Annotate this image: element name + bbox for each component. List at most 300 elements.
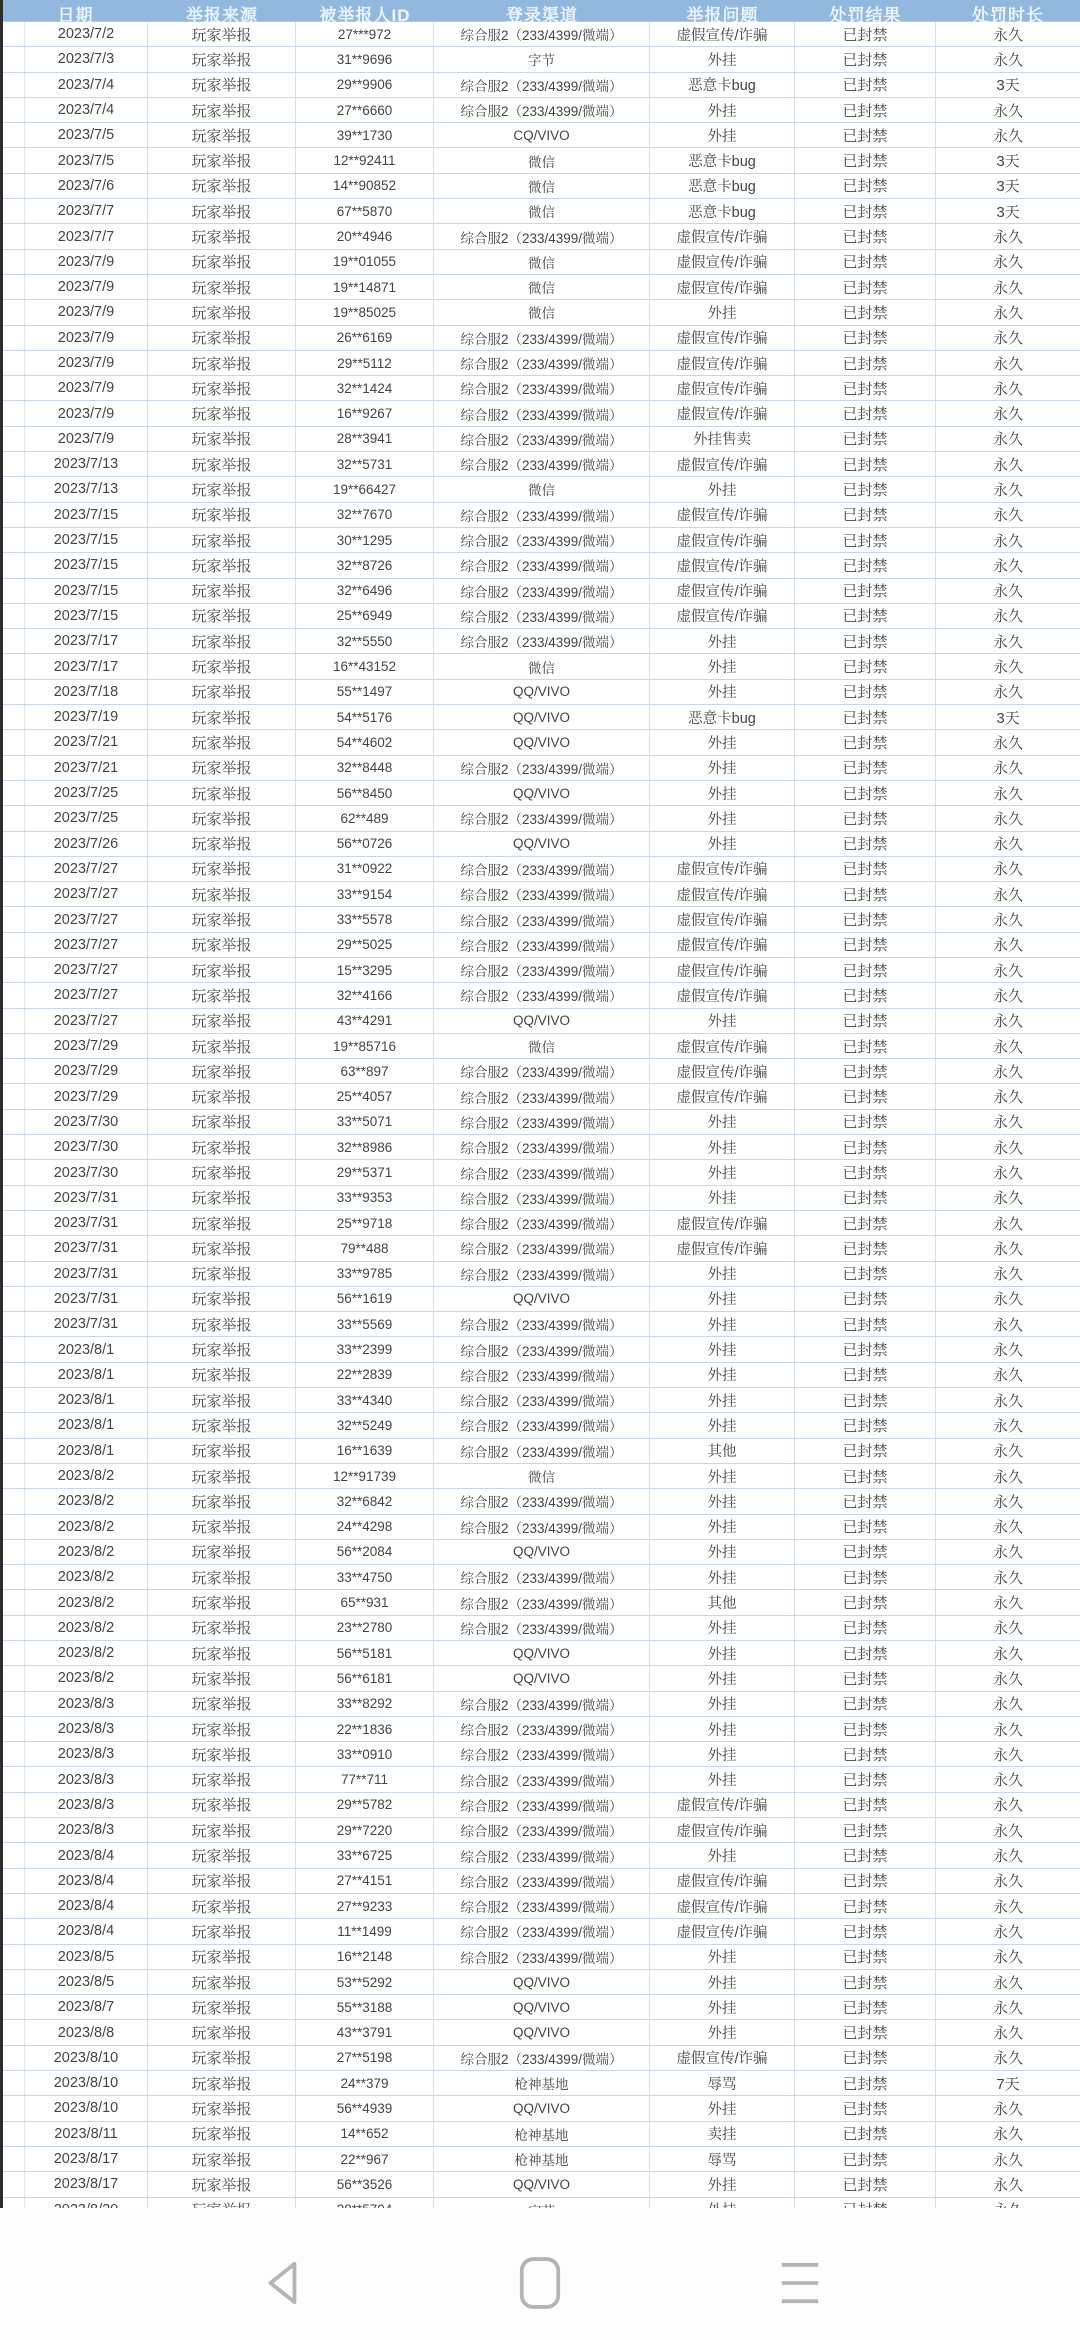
cell-issue: 虚假宣传/诈骗 [650,1869,795,1893]
cell-source: 玩家举报 [148,224,296,248]
row-gutter-cell [3,730,25,754]
row-gutter-cell [3,148,25,172]
cell-duration: 永久 [992,1392,1023,1410]
cell-issue: 恶意卡bug [650,174,795,198]
table-row [3,174,1080,199]
cell-issue: 外挂 [650,1388,795,1412]
cell-reported_id: 27***972 [296,22,434,46]
cell-reported_id: 43**3791 [296,2020,434,2044]
cell-channel: 综合服2（233/4399/微端） [434,1186,650,1210]
cell-reported_id: 33**5578 [296,907,434,931]
cell-duration: 永久 [992,912,1023,930]
home-icon [517,2255,563,2314]
cell-result: 已封禁 [795,1970,936,1994]
table-row [3,2020,1080,2045]
col-header-result: 处罚结果 [829,6,902,25]
cell-date: 2023/7/30 [25,1160,148,1184]
row-gutter-cell [3,401,25,425]
cell-date: 2023/8/5 [25,1970,148,1994]
row-gutter-cell [3,427,25,451]
cell-duration: 永久 [992,583,1023,601]
table-row [3,958,1080,983]
cell-duration: 永久 [992,836,1023,854]
table-row [3,1135,1080,1160]
cell-duration: 3天 [996,153,1020,171]
table-row [3,1818,1080,1843]
cell-channel: 枪神基地 [434,2122,650,2146]
cell-result: 已封禁 [795,1160,936,1184]
row-gutter-cell [3,1059,25,1083]
cell-channel: 枪神基地 [434,2071,650,2095]
cell-reported_id: 16**2148 [296,1945,434,1969]
cell-date: 2023/8/2 [25,1540,148,1564]
row-gutter-cell [3,1009,25,1033]
cell-result: 已封禁 [795,1843,936,1867]
cell-issue: 虚假宣传/诈骗 [650,2046,795,2070]
cell-issue: 其他 [650,1590,795,1614]
cell-reported_id: 19**66427 [296,477,434,501]
cell-source: 玩家举报 [148,1666,296,1690]
cell-reported_id: 65**931 [296,1590,434,1614]
recents-icon [777,2258,823,2311]
cell-duration: 永久 [992,1822,1023,1840]
cell-result: 已封禁 [795,1110,936,1134]
cell-source: 玩家举报 [148,680,296,704]
cell-issue: 虚假宣传/诈骗 [650,452,795,476]
row-gutter-cell [3,199,25,223]
cell-channel: 综合服2（233/4399/微端） [434,857,650,881]
row-gutter-cell [3,376,25,400]
cell-source: 玩家举报 [148,579,296,603]
cell-channel: 综合服2（233/4399/微端） [434,1439,650,1463]
cell-duration: 永久 [992,1569,1023,1587]
cell-channel: QQ/VIVO [434,2172,650,2196]
cell-source: 玩家举报 [148,1236,296,1260]
cell-duration: 永久 [992,760,1023,778]
cell-result: 已封禁 [795,654,936,678]
cell-reported_id: 15**3295 [296,958,434,982]
cell-channel: 综合服2（233/4399/微端） [434,528,650,552]
row-gutter-cell [3,326,25,350]
row-gutter-cell [3,1818,25,1842]
cell-issue: 恶意卡bug [650,148,795,172]
cell-duration: 永久 [992,229,1023,247]
cell-duration: 永久 [992,633,1023,651]
table-row [3,351,1080,376]
recents-button[interactable] [770,2252,830,2316]
cell-channel: 综合服2（233/4399/微端） [434,427,650,451]
cell-reported_id: 62**489 [296,806,434,830]
table-row [3,1160,1080,1185]
cell-source: 玩家举报 [148,983,296,1007]
cell-issue: 外挂 [650,1843,795,1867]
cell-issue: 虚假宣传/诈骗 [650,1919,795,1943]
cell-issue: 虚假宣传/诈骗 [650,579,795,603]
table-row [3,806,1080,831]
table-row [3,98,1080,123]
cell-source: 玩家举报 [148,2096,296,2120]
cell-issue: 外挂 [650,1135,795,1159]
row-gutter-cell [3,1034,25,1058]
cell-result: 已封禁 [795,756,936,780]
cell-reported_id: 33**9785 [296,1262,434,1286]
cell-date: 2023/7/30 [25,1135,148,1159]
col-header-source: 举报来源 [186,6,258,25]
cell-duration: 永久 [992,431,1023,449]
cell-channel: 综合服2（233/4399/微端） [434,629,650,653]
table-row [3,1262,1080,1287]
cell-date: 2023/7/31 [25,1287,148,1311]
row-gutter-cell [3,1919,25,1943]
cell-reported_id: 25**6949 [296,604,434,628]
row-gutter-cell [3,174,25,198]
cell-reported_id: 11**1499 [296,1919,434,1943]
cell-duration: 永久 [992,2126,1023,2144]
row-gutter-cell [3,1363,25,1387]
row-gutter-cell [3,756,25,780]
cell-reported_id: 56**2084 [296,1540,434,1564]
cell-result: 已封禁 [795,427,936,451]
cell-duration: 永久 [992,987,1023,1005]
cell-reported_id: 56**0726 [296,832,434,856]
cell-reported_id: 32**8448 [296,756,434,780]
row-gutter-cell [3,1590,25,1614]
cell-duration: 永久 [992,886,1023,904]
cell-result: 已封禁 [795,199,936,223]
cell-date: 2023/8/4 [25,1843,148,1867]
cell-duration: 永久 [992,1215,1023,1233]
cell-reported_id: 16**1639 [296,1439,434,1463]
cell-date: 2023/8/8 [25,2020,148,2044]
cell-duration: 永久 [992,2176,1023,2194]
cell-reported_id: 32**8726 [296,553,434,577]
cell-duration: 3天 [996,203,1020,221]
cell-result: 已封禁 [795,2096,936,2120]
cell-channel: QQ/VIVO [434,680,650,704]
cell-reported_id: 12**91739 [296,1464,434,1488]
cell-issue: 虚假宣传/诈骗 [650,553,795,577]
cell-issue: 恶意卡bug [650,199,795,223]
cell-duration: 永久 [992,1645,1023,1663]
table-row [3,933,1080,958]
cell-channel: 综合服2（233/4399/微端） [434,98,650,122]
cell-issue: 外挂 [650,300,795,324]
cell-result: 已封禁 [795,98,936,122]
table-row [3,680,1080,705]
cell-duration: 永久 [992,1670,1023,1688]
cell-duration: 永久 [992,1999,1023,2017]
table-row [3,756,1080,781]
table-row [3,907,1080,932]
cell-source: 玩家举报 [148,1793,296,1817]
table-row [3,250,1080,275]
cell-source: 玩家举报 [148,1489,296,1513]
cell-date: 2023/8/3 [25,1793,148,1817]
cell-channel: 微信 [434,148,650,172]
cell-result: 已封禁 [795,1186,936,1210]
cell-source: 玩家举报 [148,1211,296,1235]
cell-date: 2023/7/13 [25,477,148,501]
table-row [3,1413,1080,1438]
cell-source: 玩家举报 [148,376,296,400]
cell-channel: 综合服2（233/4399/微端） [434,224,650,248]
cell-duration: 永久 [992,304,1023,322]
cell-issue: 虚假宣传/诈骗 [650,1211,795,1235]
cell-issue: 外挂 [650,98,795,122]
cell-duration: 3天 [996,178,1020,196]
cell-issue: 虚假宣传/诈骗 [650,401,795,425]
cell-duration: 永久 [992,608,1023,626]
cell-reported_id: 22**2839 [296,1363,434,1387]
cell-result: 已封禁 [795,503,936,527]
cell-reported_id: 53**5292 [296,1970,434,1994]
table-row [3,1489,1080,1514]
row-gutter-cell [3,1767,25,1791]
cell-source: 玩家举报 [148,148,296,172]
table-row [3,983,1080,1008]
cell-channel: 综合服2（233/4399/微端） [434,1363,650,1387]
cell-source: 玩家举报 [148,882,296,906]
table-row [3,705,1080,730]
cell-issue: 外挂 [650,477,795,501]
cell-issue: 虚假宣传/诈骗 [650,376,795,400]
row-gutter-cell [3,503,25,527]
cell-source: 玩家举报 [148,1363,296,1387]
cell-reported_id: 55**3188 [296,1995,434,2019]
cell-issue: 虚假宣传/诈骗 [650,351,795,375]
cell-reported_id: 32**1424 [296,376,434,400]
table-header [3,0,1080,25]
row-gutter-cell [3,250,25,274]
home-button[interactable] [510,2252,570,2316]
row-gutter-cell [3,781,25,805]
table-row [3,452,1080,477]
cell-date: 2023/7/31 [25,1186,148,1210]
cell-reported_id: 30**1295 [296,528,434,552]
row-gutter-cell [3,1388,25,1412]
table-row [3,604,1080,629]
cell-issue: 其他 [650,1439,795,1463]
cell-channel: 综合服2（233/4399/微端） [434,1565,650,1589]
row-gutter-cell [3,1186,25,1210]
cell-duration: 永久 [992,26,1023,44]
cell-channel: 综合服2（233/4399/微端） [434,1869,650,1893]
table-row [3,22,1080,47]
table-row [3,1464,1080,1489]
cell-reported_id: 54**4602 [296,730,434,754]
cell-channel: 综合服2（233/4399/微端） [434,806,650,830]
table-row [3,1388,1080,1413]
row-gutter-cell [3,1717,25,1741]
cell-duration: 永久 [992,1797,1023,1815]
row-gutter-cell [3,224,25,248]
cell-issue: 虚假宣传/诈骗 [650,250,795,274]
cell-issue: 虚假宣传/诈骗 [650,503,795,527]
cell-source: 玩家举报 [148,2122,296,2146]
row-gutter-cell [3,2046,25,2070]
row-gutter-cell [3,1236,25,1260]
cell-result: 已封禁 [795,123,936,147]
cell-result: 已封禁 [795,604,936,628]
cell-result: 已封禁 [795,1666,936,1690]
table-row [3,300,1080,325]
table-row [3,1186,1080,1211]
cell-source: 玩家举报 [148,1110,296,1134]
cell-date: 2023/7/17 [25,629,148,653]
cell-result: 已封禁 [795,1034,936,1058]
cell-result: 已封禁 [795,806,936,830]
row-gutter-cell [3,958,25,982]
table-row [3,2172,1080,2197]
cell-date: 2023/7/4 [25,98,148,122]
back-button[interactable] [252,2252,312,2316]
row-gutter-cell [3,1489,25,1513]
row-gutter-cell [3,882,25,906]
cell-source: 玩家举报 [148,1970,296,1994]
row-gutter-cell [3,1413,25,1437]
cell-channel: 综合服2（233/4399/微端） [434,1236,650,1260]
row-gutter-cell [3,1843,25,1867]
cell-reported_id: 39**1730 [296,123,434,147]
cell-issue: 外挂 [650,1717,795,1741]
cell-issue: 外挂 [650,1742,795,1766]
cell-issue: 外挂 [650,1337,795,1361]
cell-duration: 永久 [992,1291,1023,1309]
row-gutter-cell [3,47,25,71]
cell-result: 已封禁 [795,73,936,97]
cell-channel: QQ/VIVO [434,1540,650,1564]
cell-reported_id: 43**4291 [296,1009,434,1033]
cell-issue: 虚假宣传/诈骗 [650,604,795,628]
cell-result: 已封禁 [795,250,936,274]
row-gutter-cell [3,1995,25,2019]
cell-duration: 永久 [992,1013,1023,1031]
table-row [3,2046,1080,2071]
cell-result: 已封禁 [795,1489,936,1513]
cell-channel: 综合服2（233/4399/微端） [434,933,650,957]
cell-duration: 永久 [992,1038,1023,1056]
row-gutter-cell [3,857,25,881]
cell-result: 已封禁 [795,1717,936,1741]
cell-result: 已封禁 [795,376,936,400]
cell-reported_id: 24**4298 [296,1515,434,1539]
row-gutter-cell [3,1869,25,1893]
table-row [3,1515,1080,1540]
cell-result: 已封禁 [795,1641,936,1665]
cell-duration: 永久 [992,785,1023,803]
cell-date: 2023/8/17 [25,2147,148,2171]
cell-duration: 永久 [992,1772,1023,1790]
cell-reported_id: 27**9233 [296,1894,434,1918]
cell-channel: 综合服2（233/4399/微端） [434,1059,650,1083]
cell-source: 玩家举报 [148,199,296,223]
cell-issue: 虚假宣传/诈骗 [650,1894,795,1918]
cell-issue: 外挂 [650,1363,795,1387]
table-row [3,1565,1080,1590]
cell-channel: 综合服2（233/4399/微端） [434,1894,650,1918]
cell-result: 已封禁 [795,983,936,1007]
table-row [3,224,1080,249]
cell-duration: 永久 [992,380,1023,398]
cell-reported_id: 67**5870 [296,199,434,223]
cell-date: 2023/7/13 [25,452,148,476]
cell-result: 已封禁 [795,1767,936,1791]
cell-source: 玩家举报 [148,73,296,97]
table-row [3,1084,1080,1109]
cell-result: 已封禁 [795,2046,936,2070]
table-row [3,1869,1080,1894]
cell-source: 玩家举报 [148,1945,296,1969]
cell-source: 玩家举报 [148,857,296,881]
cell-reported_id: 25**9718 [296,1211,434,1235]
cell-result: 已封禁 [795,629,936,653]
cell-source: 玩家举报 [148,756,296,780]
row-gutter-cell [3,528,25,552]
cell-duration: 永久 [992,1240,1023,1258]
cell-date: 2023/7/7 [25,224,148,248]
cell-reported_id: 33**8292 [296,1692,434,1716]
cell-channel: QQ/VIVO [434,1995,650,2019]
cell-source: 玩家举报 [148,604,296,628]
table-row [3,1034,1080,1059]
row-gutter-cell [3,983,25,1007]
cell-result: 已封禁 [795,477,936,501]
cell-date: 2023/7/9 [25,300,148,324]
col-header-channel: 登录渠道 [506,6,578,25]
table-row [3,326,1080,351]
cell-duration: 永久 [992,684,1023,702]
cell-date: 2023/8/2 [25,1590,148,1614]
cell-reported_id: 33**5071 [296,1110,434,1134]
cell-date: 2023/7/15 [25,528,148,552]
cell-duration: 永久 [992,406,1023,424]
table-row [3,1059,1080,1084]
cell-result: 已封禁 [795,300,936,324]
cell-source: 玩家举报 [148,1616,296,1640]
cell-issue: 虚假宣传/诈骗 [650,1034,795,1058]
cell-result: 已封禁 [795,1515,936,1539]
cell-issue: 外挂 [650,1489,795,1513]
cell-reported_id: 29**5025 [296,933,434,957]
cell-date: 2023/8/2 [25,1641,148,1665]
cell-issue: 虚假宣传/诈骗 [650,882,795,906]
cell-source: 玩家举报 [148,553,296,577]
cell-result: 已封禁 [795,1337,936,1361]
cell-reported_id: 77**711 [296,1767,434,1791]
cell-date: 2023/7/30 [25,1110,148,1134]
table-row [3,73,1080,98]
cell-duration: 永久 [992,51,1023,69]
cell-channel: 综合服2（233/4399/微端） [434,1818,650,1842]
cell-issue: 外挂 [650,1160,795,1184]
cell-duration: 永久 [992,1417,1023,1435]
table-row [3,857,1080,882]
cell-channel: 综合服2（233/4399/微端） [434,1312,650,1336]
cell-duration: 永久 [992,127,1023,145]
cell-issue: 外挂 [650,1970,795,1994]
table-row [3,1540,1080,1565]
cell-date: 2023/7/25 [25,806,148,830]
cell-date: 2023/7/21 [25,730,148,754]
cell-channel: 综合服2（233/4399/微端） [434,22,650,46]
row-gutter-cell [3,2020,25,2044]
cell-channel: 综合服2（233/4399/微端） [434,1919,650,1943]
cell-date: 2023/7/29 [25,1084,148,1108]
cell-issue: 虚假宣传/诈骗 [650,983,795,1007]
cell-duration: 永久 [992,1367,1023,1385]
cell-date: 2023/7/27 [25,857,148,881]
cell-duration: 永久 [992,1873,1023,1891]
